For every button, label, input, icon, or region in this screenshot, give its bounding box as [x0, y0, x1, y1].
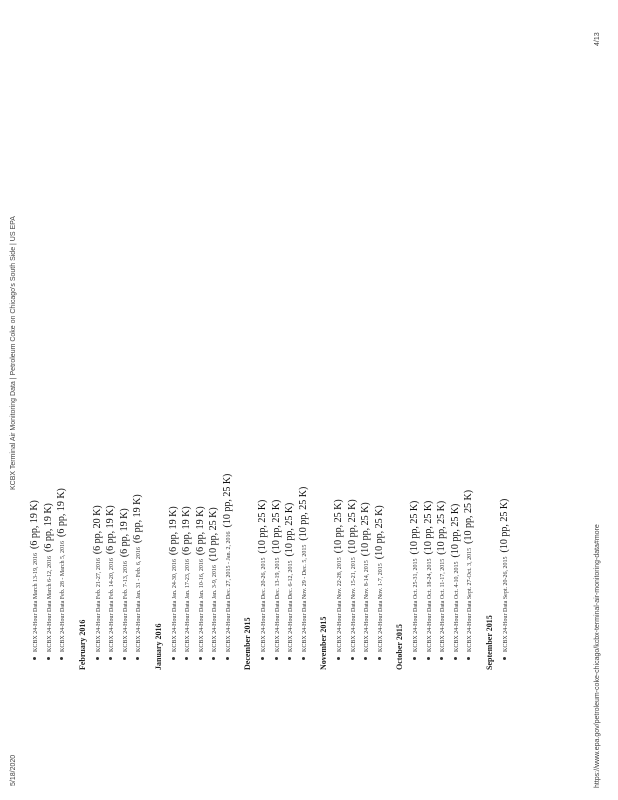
file-size-label: (10 pp, 25 K) — [333, 499, 344, 554]
file-size-label: (10 pp, 25 K) — [436, 500, 447, 555]
month-heading: October 2015 — [395, 624, 404, 670]
list-item — [373, 70, 387, 660]
month-heading: September 2015 — [484, 615, 494, 670]
file-size-label: (10 pp, 25 K) — [208, 507, 219, 562]
data-file-link[interactable]: KCBX 24-Hour Data Feb. 21-27, 2016 — [95, 558, 102, 652]
data-file-link[interactable]: KCBX 24-Hour Data Dec. 13-19, 2015 — [274, 557, 281, 652]
file-size-label: (6 pp, 19 K) — [118, 508, 130, 558]
file-size-label: (6 pp, 19 K) — [29, 500, 40, 550]
file-size-label: (10 pp, 25 K) — [498, 498, 510, 553]
list-item — [207, 70, 221, 660]
data-file-list — [256, 70, 310, 670]
file-size-label: (10 pp, 25 K) — [422, 500, 434, 555]
document-content — [28, 70, 520, 670]
file-size-label: (10 pp, 25 K) — [284, 502, 295, 557]
list-item — [449, 70, 463, 660]
list-item — [256, 70, 270, 660]
data-file-list — [408, 70, 476, 670]
file-size-label: (10 pp, 25 K) — [297, 486, 309, 541]
list-item — [498, 70, 512, 660]
data-file-link[interactable]: KCBX 24-Hour Data Sept. 20-26, 2015 — [502, 556, 509, 652]
print-date: 5/18/2020 — [10, 754, 17, 786]
file-size-label: (10 pp, 25 K) — [346, 499, 358, 554]
data-file-link[interactable]: KCBX 24-Hour Data Jan. 24-30, 2016 — [171, 559, 178, 652]
file-size-label: (10 pp, 25 K) — [373, 505, 385, 560]
data-file-link[interactable]: KCBX 24-Hour Data Nov. 29 - Dec. 5, 2015 — [301, 544, 308, 652]
data-file-link[interactable]: KCBX 24-Hour Data Jan. 3-9, 2016 — [212, 565, 218, 652]
data-file-link[interactable]: KCBX 24-Hour Data Feb. 7-13, 2016 — [122, 561, 129, 652]
data-file-link[interactable]: KCBX 24-Hour Data Nov. 1-7, 2015 — [377, 563, 384, 652]
list-item — [180, 70, 194, 660]
list-item — [42, 70, 56, 660]
list-item — [131, 70, 145, 660]
data-file-link[interactable]: KCBX 24-Hour Data Jan. 31 - Feb. 6, 2016 — [136, 547, 142, 652]
month-section — [319, 70, 386, 670]
data-file-link[interactable]: KCBX 24-Hour Data Oct. 11-17, 2015 — [440, 558, 446, 652]
data-file-link[interactable]: KCBX 24-Hour Data Feb. 14-20, 2016 — [109, 558, 115, 652]
data-file-link[interactable]: KCBX 24-Hour Data Nov. 8-14, 2015 — [364, 560, 370, 652]
data-file-link[interactable]: KCBX 24-Hour Data Dec. 20-26, 2015 — [261, 557, 267, 652]
month-section — [243, 70, 310, 670]
file-size-label: (10 pp, 25 K) — [270, 499, 282, 554]
file-size-label: (6 pp, 19 K) — [42, 503, 54, 553]
data-file-list — [28, 70, 69, 670]
month-heading: December 2015 — [243, 617, 252, 670]
month-section — [395, 70, 476, 670]
data-file-link[interactable]: KCBX 24-Hour Data Nov. 22-28, 2015 — [337, 557, 343, 652]
list-item — [270, 70, 284, 660]
list-item — [221, 70, 235, 660]
page-title: KCBX Terminal Air Monitoring Data | Petroleum Coke on Chicago's South Side | US EPA — [10, 216, 17, 490]
data-file-link[interactable]: KCBX 24-Hour Data Oct. 25-31, 2015 — [413, 558, 419, 652]
file-size-label: (6 pp, 20 K) — [91, 505, 103, 555]
list-item — [91, 70, 105, 660]
data-file-link[interactable]: KCBX 24-Hour Data Dec. 6-12, 2015 — [288, 560, 294, 652]
month-section — [485, 70, 512, 670]
list-item — [297, 70, 311, 660]
file-size-label: (10 pp, 25 K) — [409, 500, 420, 555]
data-file-link[interactable]: KCBX 24-Hour Data Nov. 15-21, 2015 — [350, 557, 357, 652]
month-section — [154, 70, 235, 670]
data-file-list — [498, 70, 512, 670]
file-size-label: (10 pp, 25 K) — [463, 489, 474, 544]
list-item — [435, 70, 449, 660]
data-file-list — [91, 70, 145, 670]
list-item — [346, 70, 360, 660]
list-item — [422, 70, 436, 660]
data-file-link[interactable]: KCBX 24-Hour Data Feb. 28 - March 5, 2016 — [60, 541, 66, 652]
data-file-link[interactable]: KCBX 24-Hour Data Jan. 10-16, 2016 — [198, 559, 205, 652]
file-size-label: (6 pp, 19 K) — [105, 505, 116, 555]
list-item — [283, 70, 297, 660]
list-item — [408, 70, 422, 660]
list-item — [462, 70, 476, 660]
list-item — [194, 70, 208, 660]
list-item — [332, 70, 346, 660]
month-section — [28, 70, 69, 670]
file-size-label: (6 pp, 19 K) — [132, 494, 143, 544]
month-heading: February 2016 — [77, 619, 87, 670]
file-size-label: (6 pp, 19 K) — [167, 506, 179, 556]
data-file-link[interactable]: KCBX 24-Hour Data Dec. 27, 2015 - Jan. 2, 2016 — [225, 531, 232, 652]
file-size-label: (10 pp, 25 K) — [221, 473, 233, 528]
file-size-label: (6 pp, 19 K) — [56, 488, 67, 538]
data-file-link[interactable]: KCBX 24-Hour Data March 13-19, 2016 — [33, 553, 39, 652]
list-item — [359, 70, 373, 660]
list-item — [118, 70, 132, 660]
month-heading: January 2016 — [153, 623, 163, 670]
file-size-label: (10 pp, 25 K) — [257, 499, 268, 554]
month-section — [78, 70, 145, 670]
page-url: https://www.epa.gov/petroleum-coke-chicago/kcbx-terminal-air-monitoring-data#more — [594, 524, 601, 788]
data-file-list — [332, 70, 386, 670]
list-item — [28, 70, 42, 660]
data-file-list — [167, 70, 235, 670]
file-size-label: (10 pp, 25 K) — [449, 503, 461, 558]
file-size-label: (6 pp, 19 K) — [194, 506, 206, 556]
data-file-link[interactable]: KCBX 24-Hour Data Oct. 18-24, 2015 — [426, 558, 433, 652]
month-heading: November 2015 — [319, 616, 328, 670]
page-number: 4/13 — [594, 32, 601, 46]
list-item — [55, 70, 69, 660]
data-file-link[interactable]: KCBX 24-Hour Data Jan. 17-23, 2016 — [185, 559, 191, 652]
file-size-label: (10 pp, 25 K) — [360, 502, 371, 557]
data-file-link[interactable]: KCBX 24-Hour Data Oct. 4-10, 2015 — [453, 561, 460, 652]
file-size-label: (6 pp, 19 K) — [181, 506, 192, 556]
list-item — [104, 70, 118, 660]
list-item — [167, 70, 181, 660]
data-file-link[interactable]: KCBX 24-Hour Data Sept. 27-Oct. 3, 2015 — [467, 547, 473, 652]
data-file-link[interactable]: KCBX 24-Hour Data March 6-12, 2016 — [46, 556, 53, 652]
